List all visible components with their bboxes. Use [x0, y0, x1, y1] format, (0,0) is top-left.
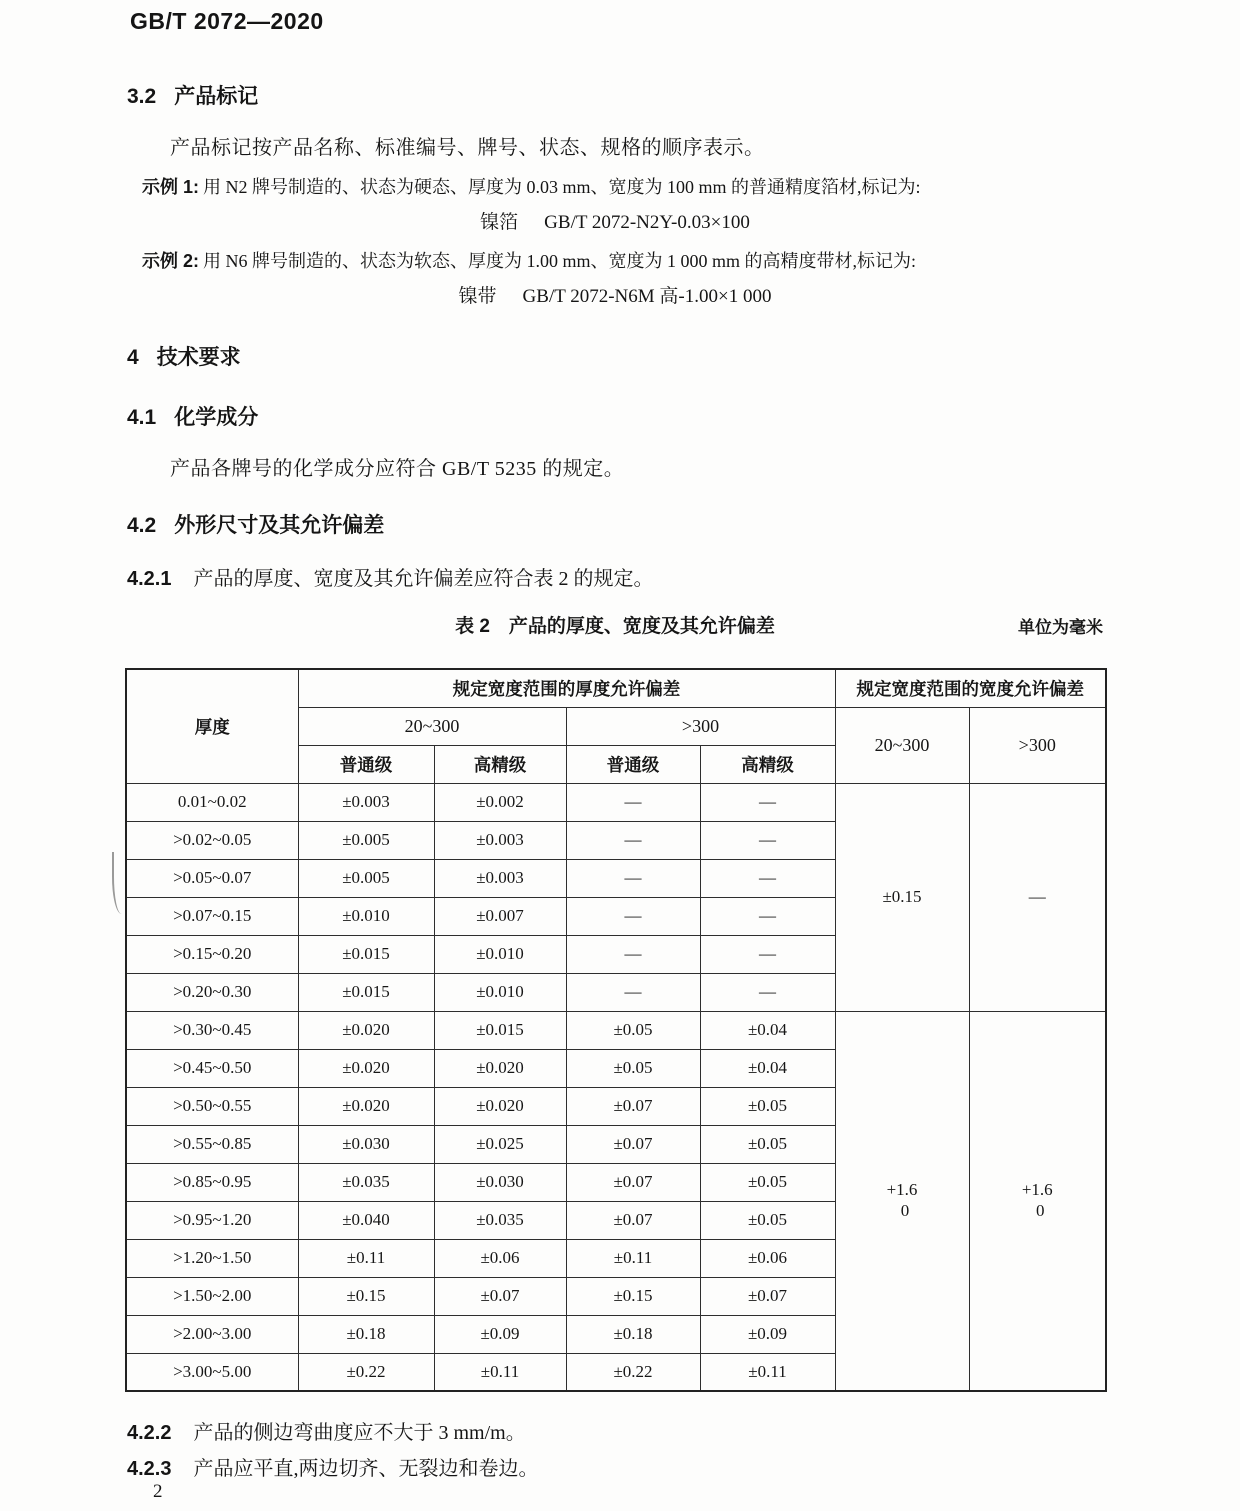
section-title: 技术要求	[156, 346, 241, 369]
section-heading-4-2	[127, 509, 384, 539]
cell-thickness-tolerance: ±0.005	[298, 821, 434, 859]
cell-thickness-tolerance: ±0.15	[298, 1277, 434, 1315]
section-title: 化学成分	[174, 406, 259, 429]
cell-thickness-tolerance: —	[700, 783, 835, 821]
cell-thickness-tolerance: ±0.015	[434, 1011, 566, 1049]
cell-thickness-tolerance: ±0.22	[298, 1353, 434, 1391]
cell-thickness-tolerance: ±0.003	[298, 783, 434, 821]
cell-thickness-tolerance: ±0.05	[566, 1049, 700, 1087]
cell-thickness-tolerance: ±0.003	[434, 821, 566, 859]
cell-thickness-tolerance: ±0.020	[434, 1049, 566, 1087]
header-thickness: 厚度	[126, 669, 298, 783]
table-body	[126, 783, 1106, 1391]
cell-thickness-tolerance: ±0.005	[298, 859, 434, 897]
cell-thickness-tolerance: ±0.04	[700, 1049, 835, 1087]
tolerance-lower-limit: 0	[1036, 1200, 1045, 1220]
cell-thickness-range: >2.00~3.00	[126, 1315, 298, 1353]
cell-thickness-tolerance: ±0.07	[700, 1277, 835, 1315]
cell-thickness-tolerance: ±0.05	[700, 1201, 835, 1239]
cell-thickness-tolerance: ±0.035	[298, 1163, 434, 1201]
header-grade-high: 高精级	[700, 745, 835, 783]
tolerance-lower-limit: 0	[900, 1200, 910, 1220]
cell-thickness-tolerance: —	[700, 935, 835, 973]
cell-thickness-tolerance: ±0.11	[434, 1353, 566, 1391]
paragraph-marking-intro: 产品标记按产品名称、标准编号、牌号、状态、规格的顺序表示。	[170, 137, 765, 159]
cell-thickness-tolerance: ±0.07	[566, 1163, 700, 1201]
cell-width-tolerance-merged: —	[969, 783, 1106, 1011]
example-1-text: 用 N2 牌号制造的、状态为硬态、厚度为 0.03 mm、宽度为 100 mm 的普通精度箔材,标记为:	[203, 177, 921, 197]
table-header	[126, 669, 1106, 783]
product-name: 镍箔	[480, 212, 519, 233]
cell-thickness-tolerance: ±0.06	[434, 1239, 566, 1277]
header-grade-ordinary: 普通级	[298, 745, 434, 783]
cell-thickness-tolerance: ±0.015	[298, 973, 434, 1011]
example-2-designation	[125, 281, 1105, 308]
cell-thickness-tolerance: ±0.020	[434, 1087, 566, 1125]
header-width-tolerance-group: 规定宽度范围的宽度允许偏差	[835, 669, 1106, 707]
clause-number: 4.2.2	[127, 1422, 172, 1444]
cell-thickness-tolerance: ±0.07	[566, 1125, 700, 1163]
cell-thickness-tolerance: —	[566, 859, 700, 897]
cell-thickness-tolerance: ±0.07	[566, 1087, 700, 1125]
cell-thickness-tolerance: —	[700, 973, 835, 1011]
cell-thickness-tolerance: ±0.020	[298, 1011, 434, 1049]
cell-width-tolerance-merged: ±0.15	[835, 783, 969, 1011]
cell-thickness-tolerance: ±0.020	[298, 1087, 434, 1125]
cell-thickness-tolerance: ±0.035	[434, 1201, 566, 1239]
section-heading-4	[127, 341, 241, 371]
section-title: 外形尺寸及其允许偏差	[174, 514, 385, 537]
header-width-range-gt-300: >300	[969, 707, 1106, 783]
cell-thickness-tolerance: ±0.11	[700, 1353, 835, 1391]
clause-4-2-2	[127, 1416, 526, 1445]
clause-number: 4.2.1	[127, 568, 172, 590]
product-code: GB/T 2072-N2Y-0.03×100	[544, 212, 750, 233]
cell-thickness-tolerance: ±0.05	[700, 1087, 835, 1125]
cell-thickness-tolerance: ±0.09	[434, 1315, 566, 1353]
cell-thickness-tolerance: ±0.003	[434, 859, 566, 897]
cell-thickness-tolerance: ±0.030	[298, 1125, 434, 1163]
tolerance-upper-limit: +1.6	[886, 1180, 918, 1200]
example-1-designation	[125, 207, 1105, 234]
clause-4-2-3	[127, 1452, 538, 1481]
section-number: 4	[127, 346, 139, 369]
paragraph-4-1: 产品各牌号的化学成分应符合 GB/T 5235 的规定。	[170, 458, 625, 480]
table-caption: 表 2 产品的厚度、宽度及其允许偏差	[455, 616, 775, 637]
clause-number: 4.2.3	[127, 1458, 172, 1480]
cell-thickness-tolerance: ±0.04	[700, 1011, 835, 1049]
cell-thickness-tolerance: —	[566, 973, 700, 1011]
cell-thickness-tolerance: ±0.07	[566, 1201, 700, 1239]
standard-number-header: GB/T 2072—2020	[130, 8, 324, 34]
cell-width-tolerance-merged	[835, 1011, 969, 1391]
cell-thickness-range: >0.02~0.05	[126, 821, 298, 859]
cell-thickness-tolerance: ±0.015	[298, 935, 434, 973]
cell-thickness-tolerance: —	[566, 935, 700, 973]
cell-thickness-range: >0.95~1.20	[126, 1201, 298, 1239]
header-range-gt-300: >300	[566, 707, 835, 745]
cell-thickness-range: >1.20~1.50	[126, 1239, 298, 1277]
section-number: 4.1	[127, 406, 157, 429]
scan-artifact	[112, 852, 128, 914]
clause-text: 产品的厚度、宽度及其允许偏差应符合表 2 的规定。	[193, 568, 654, 590]
cell-thickness-range: >0.20~0.30	[126, 973, 298, 1011]
example-2-line	[142, 247, 916, 273]
cell-thickness-tolerance: ±0.05	[700, 1125, 835, 1163]
cell-thickness-tolerance: ±0.007	[434, 897, 566, 935]
section-number: 4.2	[127, 514, 157, 537]
cell-thickness-tolerance: ±0.18	[566, 1315, 700, 1353]
section-heading-3-2	[127, 80, 258, 110]
product-code: GB/T 2072-N6M 高-1.00×1 000	[522, 286, 772, 307]
product-name: 镍带	[458, 286, 497, 307]
cell-thickness-tolerance: ±0.11	[298, 1239, 434, 1277]
cell-thickness-tolerance: —	[566, 783, 700, 821]
example-1-label: 示例 1:	[142, 177, 200, 197]
table-caption-row	[125, 611, 1105, 641]
cell-thickness-tolerance: ±0.22	[566, 1353, 700, 1391]
table-row	[126, 1011, 1106, 1049]
header-grade-high: 高精级	[434, 745, 566, 783]
cell-thickness-range: >0.15~0.20	[126, 935, 298, 973]
example-2-label: 示例 2:	[142, 251, 200, 271]
header-grade-ordinary: 普通级	[566, 745, 700, 783]
cell-thickness-tolerance: —	[566, 897, 700, 935]
cell-thickness-tolerance: ±0.11	[566, 1239, 700, 1277]
cell-width-tolerance-merged	[969, 1011, 1106, 1391]
cell-thickness-tolerance: ±0.020	[298, 1049, 434, 1087]
table-row	[126, 783, 1106, 821]
cell-thickness-tolerance: ±0.15	[566, 1277, 700, 1315]
cell-thickness-tolerance: ±0.18	[298, 1315, 434, 1353]
cell-thickness-range: >0.55~0.85	[126, 1125, 298, 1163]
example-1-line	[142, 173, 921, 199]
cell-thickness-tolerance: ±0.002	[434, 783, 566, 821]
clause-text: 产品的侧边弯曲度应不大于 3 mm/m。	[193, 1422, 526, 1444]
cell-thickness-tolerance: ±0.05	[566, 1011, 700, 1049]
cell-thickness-range: >0.07~0.15	[126, 897, 298, 935]
cell-thickness-tolerance: ±0.07	[434, 1277, 566, 1315]
section-title: 产品标记	[174, 85, 259, 108]
cell-thickness-range: >1.50~2.00	[126, 1277, 298, 1315]
cell-thickness-tolerance: —	[566, 821, 700, 859]
cell-thickness-range: 0.01~0.02	[126, 783, 298, 821]
page-number: 2	[153, 1481, 163, 1502]
clause-text: 产品应平直,两边切齐、无裂边和卷边。	[193, 1458, 539, 1480]
tolerance-upper-limit: +1.6	[1021, 1180, 1053, 1200]
cell-thickness-tolerance: —	[700, 897, 835, 935]
cell-thickness-tolerance: ±0.05	[700, 1163, 835, 1201]
table-header-row	[126, 669, 1106, 707]
cell-thickness-tolerance: ±0.09	[700, 1315, 835, 1353]
header-width-range-20-300: 20~300	[835, 707, 969, 783]
cell-thickness-tolerance: ±0.010	[434, 973, 566, 1011]
cell-thickness-tolerance: —	[700, 821, 835, 859]
cell-thickness-range: >0.50~0.55	[126, 1087, 298, 1125]
clause-4-2-1	[127, 562, 653, 591]
cell-thickness-tolerance: ±0.030	[434, 1163, 566, 1201]
example-2-text: 用 N6 牌号制造的、状态为软态、厚度为 1.00 mm、宽度为 1 000 mm 的高精度带材,标记为:	[203, 251, 917, 271]
section-heading-4-1	[127, 401, 258, 431]
cell-thickness-tolerance: ±0.010	[298, 897, 434, 935]
cell-thickness-range: >0.45~0.50	[126, 1049, 298, 1087]
cell-thickness-range: >3.00~5.00	[126, 1353, 298, 1391]
cell-thickness-range: >0.30~0.45	[126, 1011, 298, 1049]
table-2-tolerances	[125, 668, 1107, 1392]
section-number: 3.2	[127, 85, 157, 108]
unit-note: 单位为毫米	[1018, 618, 1103, 637]
cell-thickness-tolerance: ±0.06	[700, 1239, 835, 1277]
cell-thickness-tolerance: ±0.010	[434, 935, 566, 973]
header-thickness-tolerance-group: 规定宽度范围的厚度允许偏差	[298, 669, 835, 707]
cell-thickness-range: >0.85~0.95	[126, 1163, 298, 1201]
cell-thickness-tolerance: —	[700, 859, 835, 897]
header-range-20-300: 20~300	[298, 707, 566, 745]
cell-thickness-range: >0.05~0.07	[126, 859, 298, 897]
cell-thickness-tolerance: ±0.040	[298, 1201, 434, 1239]
cell-thickness-tolerance: ±0.025	[434, 1125, 566, 1163]
